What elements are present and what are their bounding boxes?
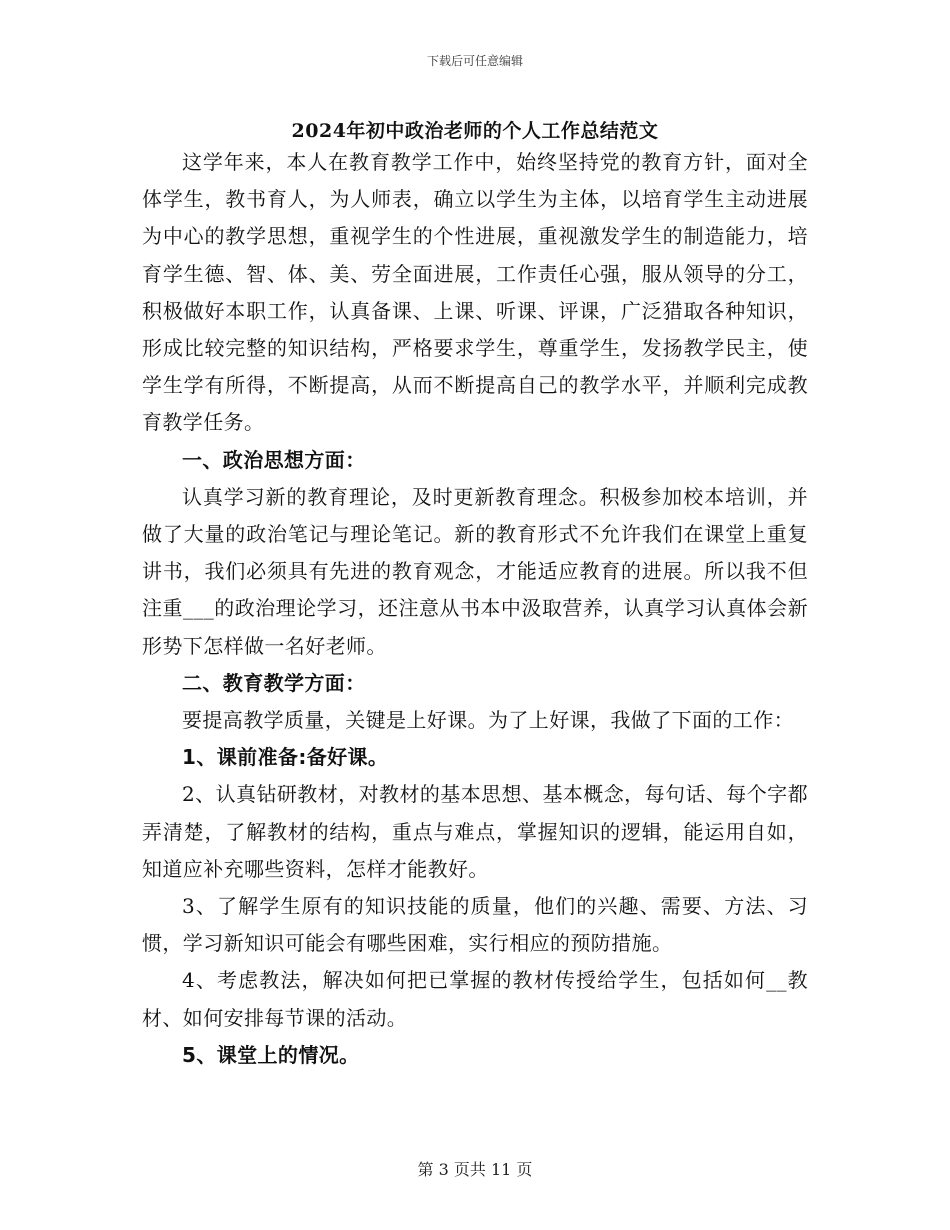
- paragraph-political: 认真学习新的教育理论，及时更新教育理念。积极参加校本培训，并做了大量的政治笔记与理论笔记。新的教育形式不允许我们在课堂上重复讲书，我们必须具有先进的教育观念，才能适应教育的进展。所以我不但注重___的政治理论学习，还注意从书本中汲取营养，认真学习认真体会新形势下怎样做一名好老师。: [142, 484, 808, 658]
- subheading-classroom: 5、课堂上的情况。: [182, 1042, 360, 1067]
- paragraph-item-4: 4、考虑教法，解决如何把已掌握的教材传授给学生，包括如何__教材、如何安排每节课的活动。: [142, 968, 808, 1030]
- document-title: 2024年初中政治老师的个人工作总结范文: [291, 120, 659, 142]
- document-body: [142, 144, 808, 1074]
- paragraph-intro: 这学年来，本人在教育教学工作中，始终坚持党的教育方针，面对全体学生，教书育人，为人师表，确立以学生为主体，以培育学生主动进展为中心的教学思想，重视学生的个性进展，重视激发学生的制造能力，培育学生德、智、体、美、劳全面进展，工作责任心强，服从领导的分工，积极做好本职工作，认真备课、上课、听课、评课，广泛猎取各种知识，形成比较完整的知识结构，严格要求学生，尊重学生，发扬教学民主，使学生学有所得，不断提高，从而不断提高自己的教学水平，并顺利完成教育教学任务。: [142, 150, 808, 435]
- subheading-preparation: 1、课前准备:备好课。: [182, 745, 389, 770]
- paragraph-item-2: 2、认真钻研教材，对教材的基本思想、基本概念，每句话、每个字都弄清楚，了解教材的结构，重点与难点，掌握知识的逻辑，能运用自如，知道应补充哪些资料，怎样才能教好。: [142, 782, 808, 881]
- paragraph-item-3: 3、了解学生原有的知识技能的质量，他们的兴趣、需要、方法、习惯，学习新知识可能会有哪些困难，实行相应的预防措施。: [142, 894, 808, 956]
- section-heading-teaching: 二、教育教学方面：: [182, 670, 366, 695]
- paragraph-teaching-intro: 要提高教学质量，关键是上好课。为了上好课，我做了下面的工作：: [182, 708, 794, 733]
- page-number-footer: 第 3 页共 11 页: [417, 1160, 533, 1179]
- header-note: 下载后可任意编辑: [426, 54, 523, 68]
- section-heading-political: 一、政治思想方面：: [182, 447, 366, 472]
